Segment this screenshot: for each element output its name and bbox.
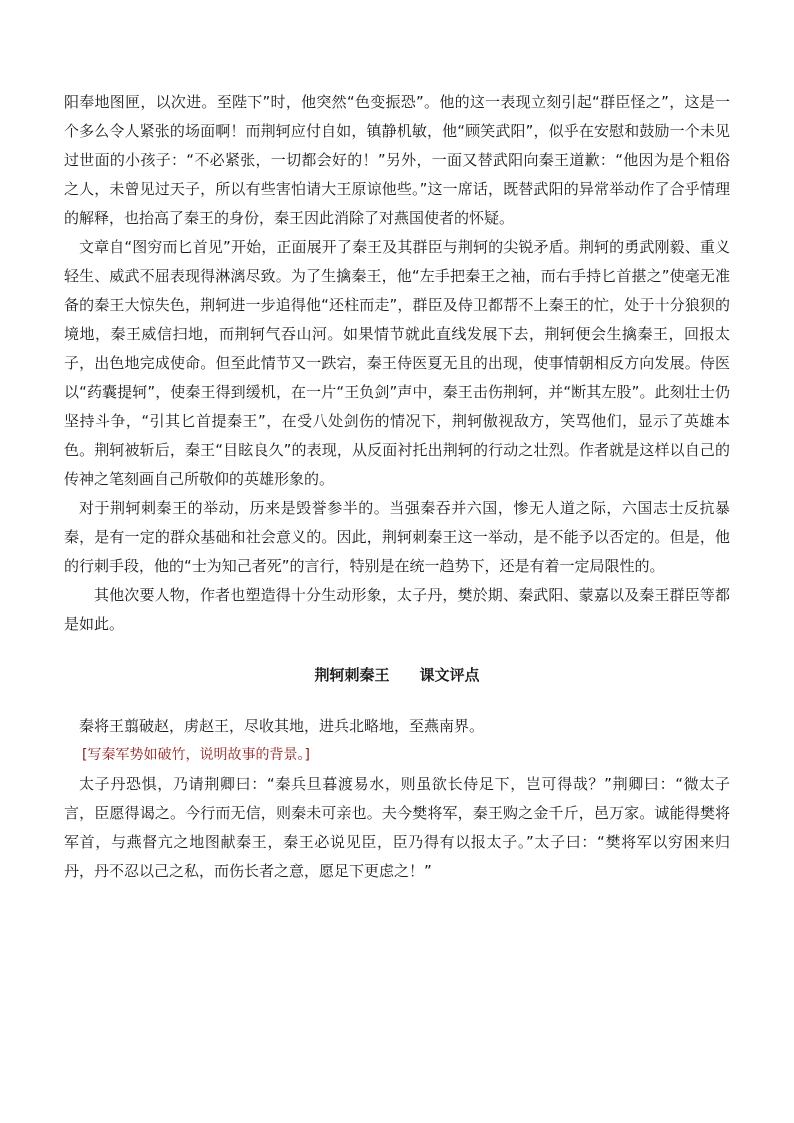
section-title: 荆轲刺秦王: [314, 666, 390, 684]
section-heading: [64, 661, 730, 690]
paragraph-taizidan-request: 太子丹恐惧，乃请荆卿曰：“秦兵旦暮渡易水，则虽欲长侍足下，岂可得哉？”荆卿曰：“微太子言，臣愿得谒之。今行而无信，则秦未可亲也。夫今樊将军，秦王购之金千斤，邑万家。诚能得樊将军首，与燕督亢之地图献秦王，秦王必说见臣，臣乃得有以报太子。”太子曰：“樊将军以穷困来归丹，丹不忍以己之私，而伤长者之意，愿足下更虑之！”: [64, 775, 730, 880]
document-page: [64, 88, 730, 886]
paragraph-wangjian-attack: 秦将王翦破赵，虏赵王，尽收其地，进兵北略地，至燕南界。: [79, 717, 485, 735]
paragraph-evaluation: 对于荆轲刺秦王的举动，历来是毁誉参半的。当强秦吞并六国，惨无人道之际，六国志士反抗暴秦，是有一定的群众基础和社会意义的。因此，荆轲刺秦王这一举动，是不能予以否定的。但是，他的行刺手段，他的“士为知己者死”的言行，特别是在统一趋势下，还是有着一定局限性的。: [64, 499, 730, 575]
paragraph-wuyang-fear: 阳奉地图匣，以次进。至陛下”时，他突然“色变振恐”。他的这一表现立刻引起“群臣怪之”，这是一个多么令人紧张的场面啊！而荆轲应付自如，镇静机敏，他“顾笑武阳”，似乎在安慰和鼓励一个未见过世面的小孩子：“不必紧张，一切都会好的！”另外，一面又替武阳向秦王道歉：“他因为是个粗俗之人，未曾见过天子，所以有些害怕请大王原谅他些。”这一席话，既替武阳的异常举动作了合乎情理的解释，也抬高了秦王的身份，秦王因此消除了对燕国使者的怀疑。: [64, 93, 730, 227]
paragraph-tuqiong-bishou: 文章自“图穷而匕首见”开始，正面展开了秦王及其群臣与荆轲的尖锐矛盾。荆轲的勇武刚毅、重义轻生、威武不屈表现得淋漓尽致。为了生擒秦王，他“左手把秦王之袖，而右手持匕首揕之”使毫无准备的秦王大惊失色，荆轲进一步追得他“还柱而走”，群臣及侍卫都帮不上秦王的忙，处于十分狼狈的境地，秦王威信扫地，而荆轲气吞山河。如果情节就此直线发展下去，荆轲便会生擒秦王，回报太子，出色地完成使命。但至此情节又一跌宕，秦王侍医夏无且的出现，使事情朝相反方向发展。侍医以“药囊提轲”，使秦王得到缓机，在一片“王负剑”声中，秦王击伤荆轲，并“断其左股”。此刻壮士仍坚持斗争，“引其匕首提秦王”，在受八处剑伤的情况下，荆轲傲视敌方，笑骂他们，显示了英雄本色。荆轲被斩后，秦王“目眩良久”的表现，从反面衬托出荆轲的行动之壮烈。作者就是这样以自己的传神之笔刻画自己所敬仰的英雄形象的。: [64, 238, 730, 488]
annotation-note: [写秦军势如破竹，说明故事的背景。]: [82, 747, 310, 763]
section-subtitle: 课文评点: [419, 666, 480, 684]
paragraph-minor-characters: 其他次要人物，作者也塑造得十分生动形象，太子丹，樊於期、秦武阳、蒙嘉以及秦王群臣等都是如此。: [64, 586, 730, 633]
